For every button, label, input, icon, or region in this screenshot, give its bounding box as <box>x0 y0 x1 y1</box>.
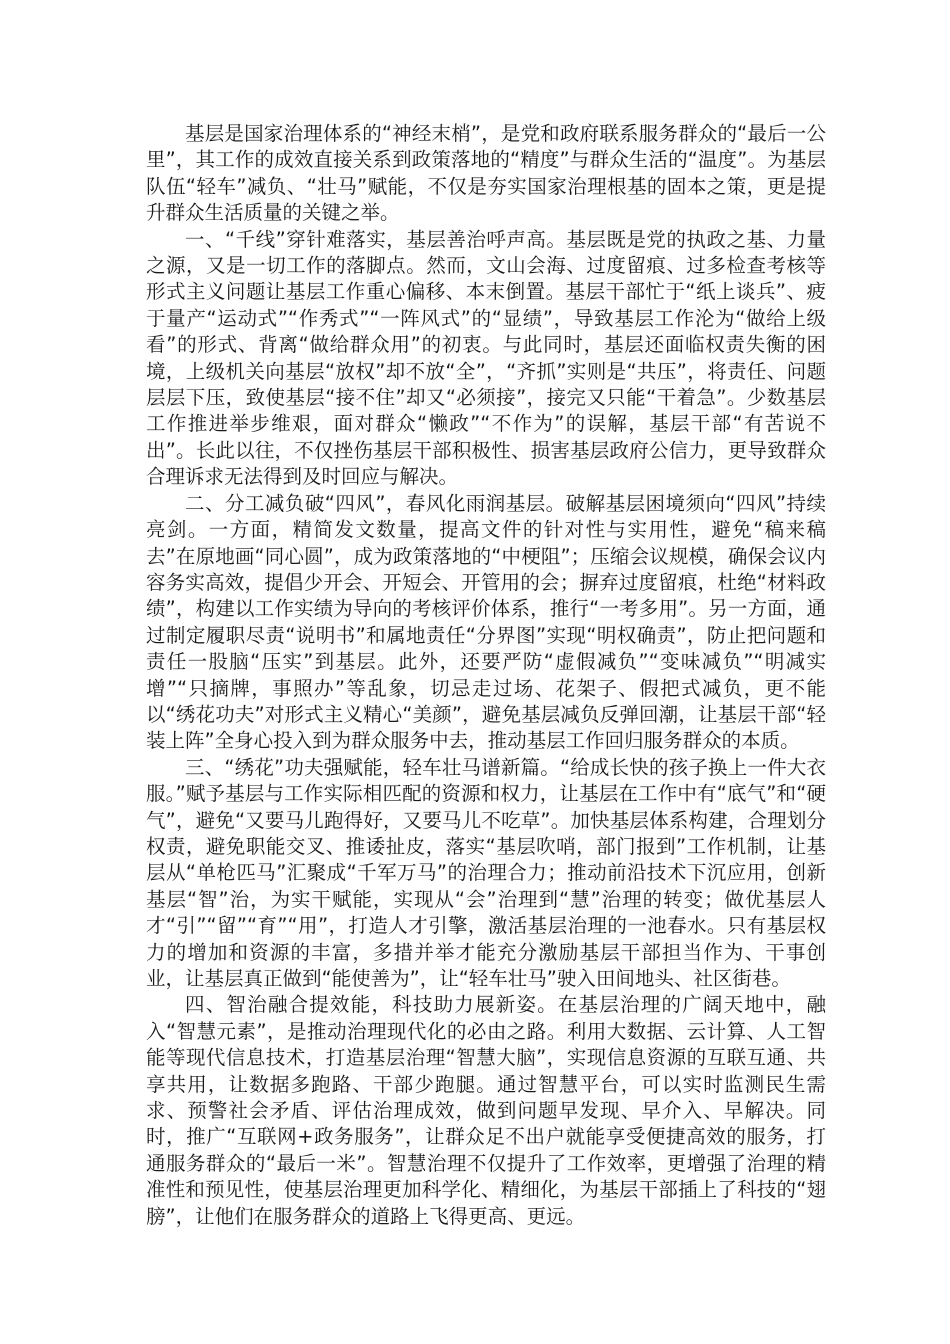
intro-paragraph: 基层是国家治理体系的“神经末梢”，是党和政府联系服务群众的“最后一公里”，其工作的成效直接关系到政策落地的“精度”与群众生活的“温度”。为基层队伍“轻车”减负、“壮马”赋能，不仅是夯实国家治理根基的固本之策，更是提升群众生活质量的关键之举。 <box>146 122 826 225</box>
section-three-paragraph: 三、“绣花”功夫强赋能，轻车壮马谱新篇。“给成长快的孩子换上一件大衣服。”赋予基层与工作实际相匹配的资源和权力，让基层在工作中有“底气”和“硬气”，避免“又要马儿跑得好，又要马儿不吃草”。加快基层体系构建，合理划分权责，避免职能交叉、推诿扯皮，落实“基层吹哨，部门报到”工作机制，让基层从“单枪匹马”汇聚成“千军万马”的治理合力；推动前沿技术下沉应用，创新基层“智”治，为实干赋能，实现从“会”治理到“慧”治理的转变；做优基层人才“引”“留”“育”“用”，打造人才引擎，激活基层治理的一池春水。只有基层权力的增加和资源的丰富，多措并举才能充分激励基层干部担当作为、干事创业，让基层真正做到“能使善为”，让“轻车壮马”驶入田间地头、社区街巷。 <box>146 755 826 990</box>
section-two-paragraph: 二、分工减负破“四风”，春风化雨润基层。破解基层困境须向“四风”持续亮剑。一方面，精简发文数量，提高文件的针对性与实用性，避免“稿来稿去”在原地画“同心圆”，成为政策落地的“中梗阻”；压缩会议规模，确保会议内容务实高效，提倡少开会、开短会、开管用的会；摒弃过度留痕，杜绝“材料政绩”，构建以工作实绩为导向的考核评价体系，推行“一考多用”。另一方面，通过制定履职尽责“说明书”和属地责任“分界图”实现“明权确责”，防止把问题和责任一股脑“压实”到基层。此外，还要严防“虚假减负”“变味减负”“明减实增”“只摘牌，事照办”等乱象，切忌走过场、花架子、假把式减负，更不能以“绣花功夫”对形式主义精心“美颜”，避免基层减负反弹回潮，让基层干部“轻装上阵”全身心投入到为群众服务中去，推动基层工作回归服务群众的本质。 <box>146 491 826 753</box>
document-body <box>146 121 826 1230</box>
section-one-paragraph: 一、“千线”穿针难落实，基层善治呼声高。基层既是党的执政之基、力量之源，又是一切工作的落脚点。然而，文山会海、过度留痕、过多检查考核等形式主义问题让基层工作重心偏移、本末倒置。基层干部忙于“纸上谈兵”、疲于量产“运动式”“作秀式”“一阵风式”的“显绩”，导致基层工作沦为“做给上级看”的形式、背离“做给群众用”的初衷。与此同时，基层还面临权责失衡的困境，上级机关向基层“放权”却不放“全”，“齐抓”实则是“共压”，将责任、问题层层下压，致使基层“接不住”却又“必须接”，接完又只能“干着急”。少数基层工作推进举步维艰，面对群众“懒政”“不作为”的误解，基层干部“有苦说不出”。长此以往，不仅挫伤基层干部积极性、损害基层政府公信力，更导致群众合理诉求无法得到及时回应与解决。 <box>146 227 826 489</box>
section-four-paragraph: 四、智治融合提效能，科技助力展新姿。在基层治理的广阔天地中，融入“智慧元素”，是推动治理现代化的必由之路。利用大数据、云计算、人工智能等现代信息技术，打造基层治理“智慧大脑”，实现信息资源的互联互通、共享共用，让数据多跑路、干部少跑腿。通过智慧平台，可以实时监测民生需求、预警社会矛盾、评估治理成效，做到问题早发现、早介入、早解决。同时，推广“互联网+政务服务”，让群众足不出户就能享受便捷高效的服务，打通服务群众的“最后一米”。智慧治理不仅提升了工作效率，更增强了治理的精准性和预见性，使基层治理更加科学化、精细化，为基层干部插上了科技的“翅膀”，让他们在服务群众的道路上飞得更高、更远。 <box>146 993 826 1228</box>
